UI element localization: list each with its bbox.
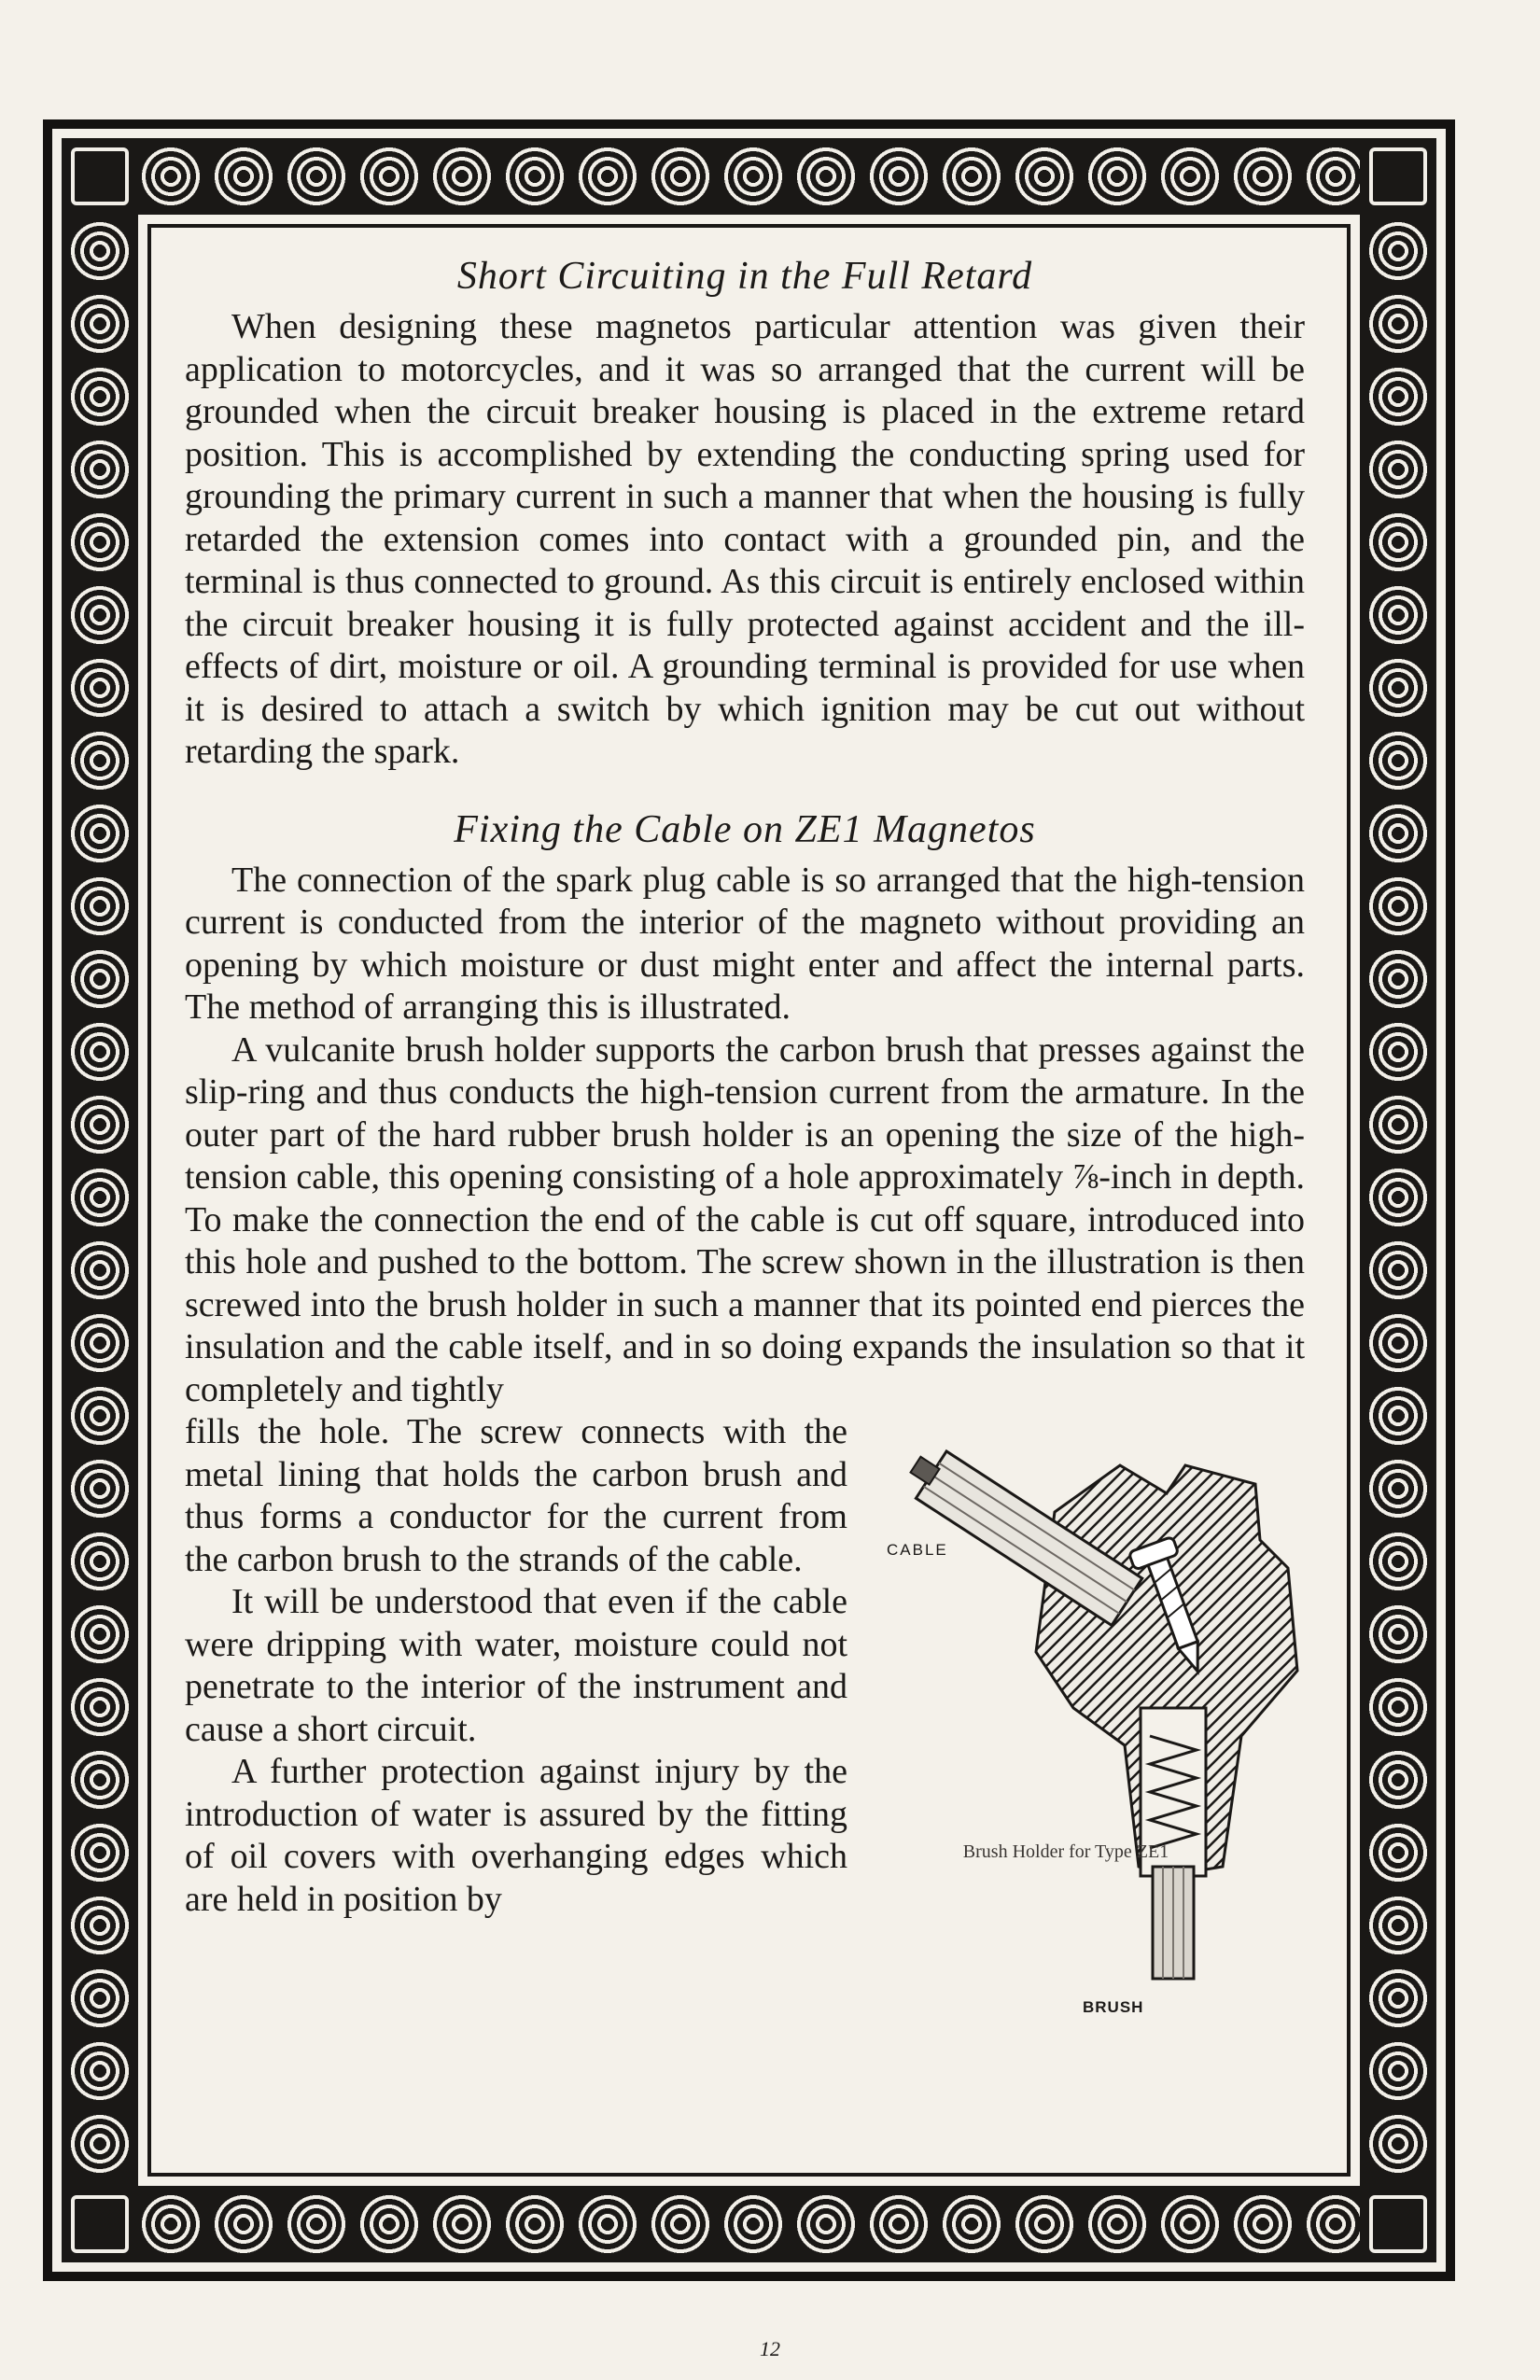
paragraph-connection: The connection of the spark plug cable is so arranged that the high-tension current is conducted from the interior of the magneto without providing an opening by which moisture or dust might enter and affect the internal parts. The method of arranging this is illustrated. bbox=[185, 860, 1305, 1027]
border-band-left bbox=[62, 215, 138, 2186]
figure-wrap-area bbox=[185, 1411, 1305, 2016]
border-corner bbox=[62, 138, 138, 215]
paragraph-brush-holder: A vulcanite brush holder supports the carbon brush that presses against the slip-ring and thus conducts the high-tension current from the armature. In the outer part of the hard rubber brush holder is an opening the size of the high-tension cable, this opening consisting of a hole approximately ⅞-inch in depth. To make the connection the end of the cable is cut off square, introduced into this hole and pushed to the bottom. The screw shown in the illustration is then screwed into the brush holder in such a manner that its pointed end pierces the insulation and the cable itself, and in so doing expands the insulation so that it completely and tightly bbox=[185, 1029, 1305, 1409]
brush-holder-drawing bbox=[887, 1428, 1325, 2007]
paragraph-short-circuiting: When designing these magnetos particular attention was given their application to motorcycles, and it was so arranged that the current will be grounded when the circuit breaker housing is placed in the extreme retard position. This is accomplished by extending the conducting spring used for grounding the primary current in such a manner that when the housing is fully retarded the extension comes into contact with a grounded pin, and the terminal is thus connected to ground. As this circuit is entirely enclosed within the circuit breaker housing it is fully protected against accident and the ill-effects of dirt, moisture or oil. A grounding terminal is provided for use when it is desired to attach a switch by which ignition may be cut out without retarding the spark. bbox=[185, 307, 1305, 771]
border-corner bbox=[62, 2186, 138, 2262]
figure-label-brush: BRUSH bbox=[1083, 1998, 1144, 2016]
figure-label-cable: CABLE bbox=[887, 1541, 948, 1559]
border-band-right bbox=[1360, 215, 1436, 2186]
paragraph-brush-holder-continued: fills the hole. The screw connects with the metal lining that holds the carbon brush and thus forms a conductor for the current from the carbon brush to the strands of the cable. bbox=[185, 1412, 847, 1579]
wrapped-text-column bbox=[185, 1411, 847, 1921]
border-corner bbox=[1360, 138, 1436, 215]
paragraph-water-resistance: It will be understood that even if the cable were dripping with water, moisture could not penetrate to the interior of the instrument and cause a short circuit. bbox=[185, 1582, 847, 1749]
page-content bbox=[185, 252, 1305, 2016]
brush-holder-illustration bbox=[887, 1428, 1325, 2016]
border-corner bbox=[1360, 2186, 1436, 2262]
page-number: 12 bbox=[760, 2337, 780, 2360]
border-band-bottom bbox=[62, 2186, 1436, 2262]
border-band-top bbox=[62, 138, 1436, 215]
section-heading-fixing-cable: Fixing the Cable on ZE1 Magnetos bbox=[454, 807, 1036, 851]
paragraph-oil-covers: A further protection against injury by the introduction of water is assured by the fitting of oil covers with overhanging edges which are held in position by bbox=[185, 1752, 847, 1919]
figure-caption: Brush Holder for Type ZE1 bbox=[962, 1841, 1169, 1862]
section-heading-short-circuiting: Short Circuiting in the Full Retard bbox=[456, 255, 1033, 298]
